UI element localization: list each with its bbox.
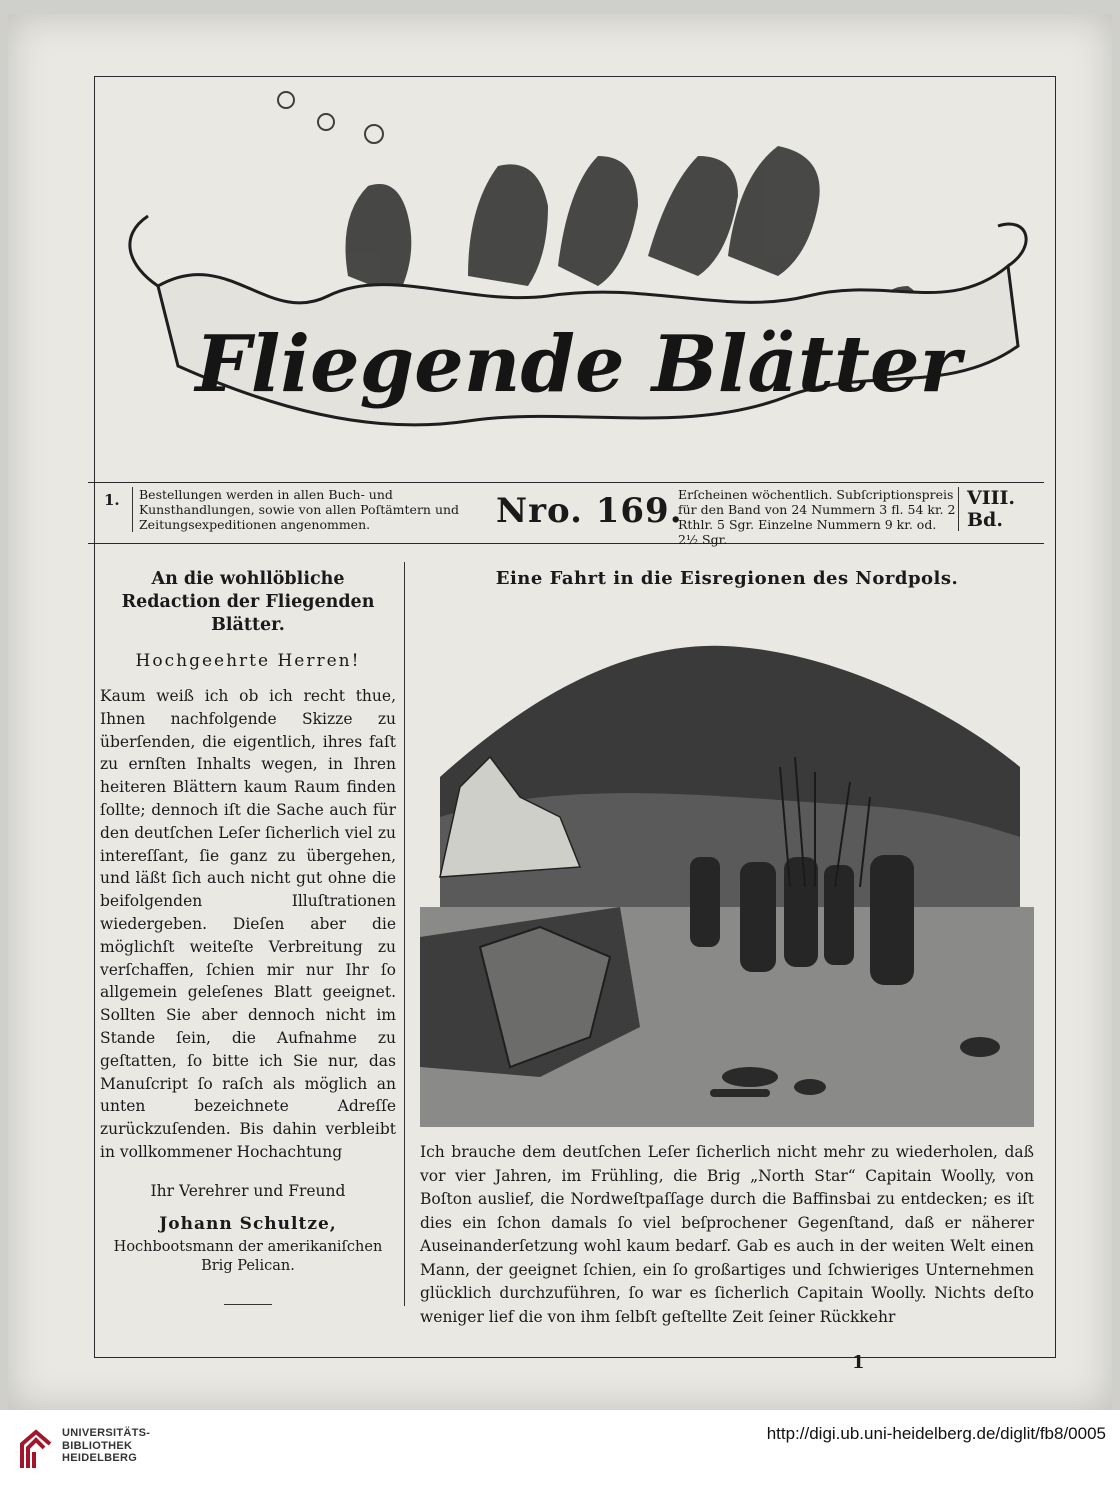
library-logo-icon xyxy=(16,1424,56,1474)
library-name-line-1: UNIVERSITÄTS- xyxy=(62,1427,151,1439)
article-body: Ich brauche dem deutſchen Leſer ſicherlich nicht mehr zu wiederholen, daß vor vier Jahren, im Frühling, die Brig „North Star“ Capitain Woolly, von Boſton auslief, die Nordweſtpaſſage durch die Baffinsbai zu entdecken; es iſt dies ein ſchon damals ſo viel beſprochener Gegenſtand, daß er näherer Auseinanderſetzung wohl kaum bedarf. Gab es auch in der weiten Welt einen Mann, der geeignet ſchien, ein ſo großartiges und ſchwieriges Unternehmen glücklich durchzuführen, ſo war es ſicherlich Capitain Woolly. Nichts deſto weniger lief die von ihm ſelbſt geſtellte Zeit ſeiner Rückkehr xyxy=(420,1143,1034,1326)
letter-column xyxy=(100,568,396,1305)
letter-body: Kaum weiß ich ob ich recht thue, Ihnen nachfolgende Skizze zu überſenden, die eigentlich, ihres faſt zu ernſten Inhalts wegen, in Ihren heiteren Blättern kaum Raum finden ſollte; dennoch iſt die Sache auch für den deutſchen Leſer ſicherlich viel zu intereſſant, ſie ganz zu übergehen, und läßt ſich auch nicht gut ohne die beifolgenden Illuſtrationen wiedergeben. Dieſen aber die möglichſt weiteſte Verbreitung zu verſchaffen, ſchien mir nur Ihr ſo allgemein geleſenes Blatt geeignet. Sollten Sie aber dennoch nicht im Stande ſein, die Aufnahme zu geſtatten, ſo bitte ich Sie nur, das Manuſcript ſo raſch als möglich an unten bezeichnete Adreſſe zurückzuſenden. Bis dahin verbleibt in vollkommener Hochachtung xyxy=(100,687,396,1161)
masthead-title: Fliegende Blätter xyxy=(195,319,961,410)
letter-closing: Ihr Verehrer und Freund xyxy=(150,1181,346,1200)
masthead xyxy=(88,66,1044,476)
arctic-expedition-illustration xyxy=(420,607,1034,1127)
library-name-line-2: BIBLIOTHEK xyxy=(62,1439,133,1452)
masthead-illustration xyxy=(88,66,1044,476)
page-number: 1 xyxy=(852,1352,865,1373)
source-url-link[interactable]: http://digi.ub.uni-heidelberg.de/diglit/fb8/0005 xyxy=(766,1424,1106,1443)
letter-salutation: Hochgeehrte Herren! xyxy=(135,651,361,671)
column-divider xyxy=(404,562,405,1306)
library-name xyxy=(62,1427,150,1465)
end-rule xyxy=(224,1304,272,1305)
volume-label: VIII. Bd. xyxy=(958,487,1047,531)
library-name-line-3: HEIDELBERG xyxy=(62,1452,138,1464)
issue-number: Nro. 169. xyxy=(496,491,683,531)
library-footer xyxy=(0,1410,1120,1490)
subscription-info: Erſcheinen wöchentlich. Subſcriptionspreis für den Band von 24 Nummern 3 fl. 54 kr. 2 Rthlr. 5 Sgr. Einzelne Nummern 9 kr. od. 2½ Sgr. xyxy=(678,487,956,547)
issue-info-bar xyxy=(88,482,1044,547)
article-heading: Eine Fahrt in die Eisregionen des Nordpols. xyxy=(495,568,959,589)
article-column xyxy=(420,568,1034,1329)
letter-heading: An die wohllöbliche Redaction der Fliegenden Blätter. xyxy=(121,569,375,635)
letter-signer: Johann Schultze, xyxy=(159,1213,337,1234)
signer-title: Hochbootsmann der amerikaniſchen Brig Pelican. xyxy=(113,1238,383,1274)
ordering-notice: Bestellungen werden in allen Buch- und Kunsthandlungen, sowie von allen Poſtämtern und Zeitungsexpeditionen angenommen. xyxy=(132,487,489,532)
sheet-number: 1. xyxy=(104,491,120,509)
